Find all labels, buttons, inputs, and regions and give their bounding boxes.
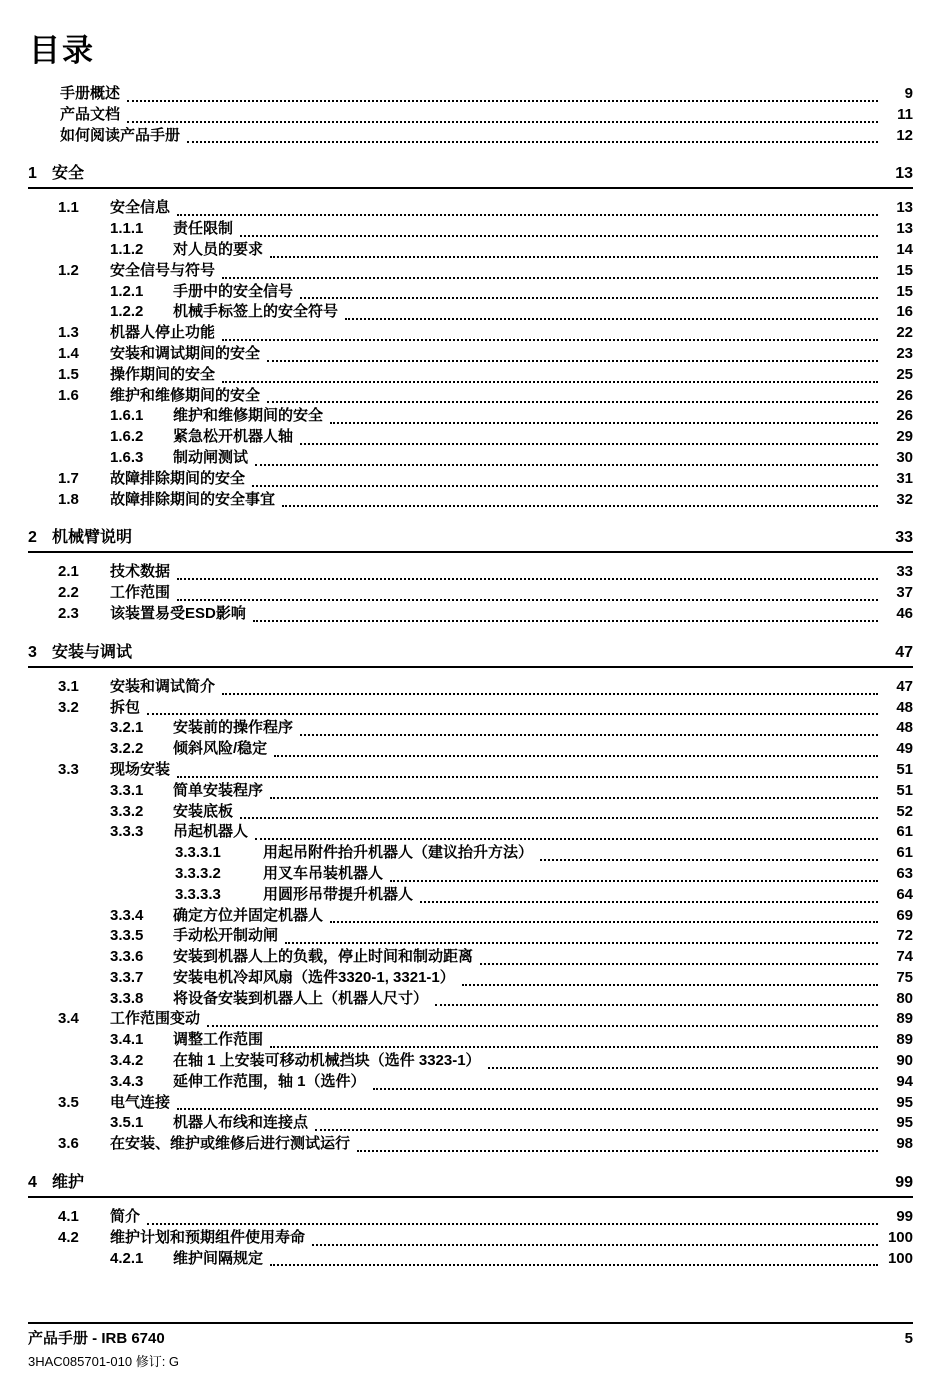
chapter-entries: [28, 1198, 913, 1269]
entry-title: 吊起机器人: [173, 823, 249, 841]
entry-number: 4.2.1: [110, 1249, 144, 1267]
entry-number: 3.2.2: [110, 740, 144, 758]
entry-page-number: 61: [896, 823, 913, 841]
dotted-leader: [177, 585, 878, 601]
dotted-leader: [177, 1094, 878, 1110]
entry-page-number: 37: [896, 584, 913, 602]
dotted-leader: [300, 720, 878, 736]
dotted-leader: [240, 803, 878, 819]
toc-entry: [28, 843, 913, 864]
chapter-page-number: 47: [895, 643, 913, 661]
toc-entry: [28, 1113, 913, 1134]
entry-page-number: 11: [897, 105, 913, 123]
entry-page-number: 51: [896, 781, 913, 799]
chapter-page-number: 33: [895, 529, 913, 547]
chapter-page-number: 99: [895, 1174, 913, 1192]
footer-doc-title: 产品手册 - IRB 6740: [28, 1330, 165, 1347]
entry-number: 3.4.3: [110, 1072, 144, 1090]
toc-entry: [28, 1249, 913, 1270]
entry-title: 操作期间的安全: [110, 365, 216, 383]
dotted-leader: [147, 1209, 878, 1225]
entry-number: 3.3.3.1: [175, 844, 221, 862]
page-footer: [28, 1322, 913, 1371]
entry-page-number: 98: [896, 1135, 913, 1153]
footer-page-number: 5: [904, 1330, 913, 1347]
entry-page-number: 72: [896, 927, 913, 945]
entry-title: 机械手标签上的安全符号: [173, 303, 339, 321]
entry-title: 在安装、维护或维修后进行测试运行: [110, 1135, 351, 1153]
entry-number: 1.3: [58, 324, 79, 342]
entry-number: 3.2.1: [110, 719, 144, 737]
toc-content: [0, 34, 932, 1269]
toc-entry: [28, 698, 913, 719]
toc-entry: [28, 739, 913, 760]
front-matter-list: [28, 84, 913, 146]
dotted-leader: [488, 1053, 878, 1069]
dotted-leader: [300, 283, 878, 299]
entry-title: 故障排除期间的安全事宜: [110, 490, 276, 508]
entry-page-number: 13: [896, 220, 913, 238]
entry-page-number: 90: [896, 1052, 913, 1070]
toc-entry: [28, 105, 913, 126]
entry-number: 3.3.3.2: [175, 864, 221, 882]
entry-number: 1.6.2: [110, 428, 144, 446]
chapter-heading: [28, 642, 913, 668]
entry-page-number: 32: [896, 490, 913, 508]
dotted-leader: [177, 200, 878, 216]
toc-entry: [28, 219, 913, 240]
entry-title: 故障排除期间的安全: [110, 469, 246, 487]
dotted-leader: [270, 783, 878, 799]
entry-page-number: 95: [896, 1093, 913, 1111]
entry-page-number: 61: [896, 844, 913, 862]
entry-page-number: 31: [896, 469, 913, 487]
entry-title: 安装到机器人上的负载，停止时间和制动距离: [173, 948, 474, 966]
entry-title: 倾斜风险/稳定: [173, 740, 268, 758]
entry-number: 1.1.1: [110, 220, 144, 238]
dotted-leader: [330, 907, 878, 923]
page-title: 目录: [29, 33, 95, 68]
chapter-entries: [28, 553, 913, 624]
entry-page-number: 100: [887, 1249, 913, 1267]
toc-entry: [28, 1072, 913, 1093]
entry-title: 安全信号与符号: [110, 261, 216, 279]
toc-entry: [28, 1093, 913, 1114]
chapter-heading: [28, 527, 913, 553]
entry-title: 如何阅读产品手册: [60, 126, 181, 144]
entry-number: 1.4: [58, 344, 79, 362]
dotted-leader: [255, 824, 878, 840]
chapter-page-number: 13: [895, 165, 913, 183]
entry-number: 3.3.2: [110, 802, 144, 820]
toc-entry: [28, 386, 913, 407]
entry-number: 3.6: [58, 1135, 79, 1153]
chapter-heading: [28, 163, 913, 189]
entry-number: 1.7: [58, 469, 79, 487]
entry-number: 3.4.2: [110, 1052, 144, 1070]
toc-entry: [28, 926, 913, 947]
entry-page-number: 89: [896, 1010, 913, 1028]
dotted-leader: [177, 762, 878, 778]
entry-title: 对人员的要求: [173, 240, 264, 258]
entry-title: 现场安装: [110, 760, 171, 778]
entry-page-number: 16: [896, 303, 913, 321]
entry-page-number: 99: [896, 1208, 913, 1226]
entry-page-number: 9: [904, 85, 913, 102]
entry-title: 电气连接: [110, 1093, 171, 1111]
entry-title: 用圆形吊带提升机器人: [263, 885, 414, 903]
footer-row: [28, 1329, 913, 1348]
entry-title: 产品文档: [60, 105, 121, 123]
toc-entry: [28, 885, 913, 906]
entry-title: 安装和调试简介: [110, 677, 216, 695]
entry-number: 1.2.1: [110, 282, 144, 300]
dotted-leader: [420, 887, 878, 903]
dotted-leader: [357, 1136, 878, 1152]
dotted-leader: [222, 263, 878, 279]
entry-number: 2.2: [58, 584, 79, 602]
entry-title: 工作范围变动: [110, 1010, 201, 1028]
entry-number: 3.3.3.3: [175, 885, 221, 903]
chapter-list: [28, 163, 913, 1269]
entry-number: 1.1: [58, 199, 79, 217]
entry-page-number: 15: [896, 261, 913, 279]
chapter-title: 机械臂说明: [52, 529, 133, 547]
toc-entry: [28, 427, 913, 448]
toc-entry: [28, 822, 913, 843]
dotted-leader: [255, 450, 878, 466]
entry-title: 安装电机冷却风扇（选件3320-1, 3321-1）: [173, 968, 455, 986]
entry-title: 维护计划和预期组件使用寿命: [110, 1228, 306, 1246]
chapter-number: 3: [28, 643, 37, 661]
entry-page-number: 47: [896, 677, 913, 695]
dotted-leader: [312, 1230, 878, 1246]
dotted-leader: [373, 1074, 878, 1090]
chapter-entries: [28, 189, 913, 510]
entry-title: 手册概述: [60, 85, 121, 102]
entry-number: 1.6.3: [110, 448, 144, 466]
toc-entry: [28, 1134, 913, 1155]
entry-page-number: 100: [887, 1228, 913, 1246]
entry-page-number: 22: [896, 324, 913, 342]
entry-page-number: 12: [896, 126, 913, 144]
footer-doc-id: 3HAC085701-010 修订: G: [28, 1354, 180, 1369]
toc-entry: [28, 282, 913, 303]
entry-number: 3.4: [58, 1010, 79, 1028]
entry-title: 机器人布线和连接点: [173, 1114, 309, 1132]
entry-title: 简单安装程序: [173, 781, 264, 799]
entry-page-number: 26: [896, 386, 913, 404]
dotted-leader: [267, 346, 878, 362]
toc-entry: [28, 604, 913, 625]
entry-title: 维护和维修期间的安全: [110, 386, 261, 404]
entry-page-number: 51: [896, 760, 913, 778]
entry-title: 确定方位并固定机器人: [173, 906, 324, 924]
entry-number: 2.1: [58, 563, 79, 581]
entry-page-number: 13: [896, 199, 913, 217]
entry-title: 维护间隔规定: [173, 1249, 264, 1267]
chapter-title: 安装与调试: [52, 643, 133, 661]
chapter-number: 2: [28, 529, 37, 547]
entry-number: 3.5: [58, 1093, 79, 1111]
entry-page-number: 52: [896, 802, 913, 820]
entry-number: 3.2: [58, 698, 79, 716]
entry-page-number: 14: [896, 240, 913, 258]
entry-title: 责任限制: [173, 220, 234, 238]
toc-entry: [28, 1228, 913, 1249]
entry-number: 3.3: [58, 760, 79, 778]
dotted-leader: [315, 1115, 878, 1131]
entry-title: 手册中的安全信号: [173, 282, 294, 300]
entry-number: 2.3: [58, 604, 79, 622]
toc-entry: [28, 760, 913, 781]
entry-title: 用叉车吊装机器人: [263, 864, 384, 882]
chapter-block: [28, 527, 913, 624]
entry-number: 3.1: [58, 677, 79, 695]
chapter-title: 维护: [52, 1174, 85, 1192]
toc-entry: [28, 562, 913, 583]
toc-entry: [28, 84, 913, 105]
entry-page-number: 94: [896, 1072, 913, 1090]
toc-entry: [28, 718, 913, 739]
dotted-leader: [187, 127, 878, 143]
dotted-leader: [285, 928, 878, 944]
dotted-leader: [253, 606, 878, 622]
chapter-block: [28, 1172, 913, 1269]
entry-page-number: 33: [896, 563, 913, 581]
entry-number: 3.3.4: [110, 906, 144, 924]
entry-page-number: 26: [896, 407, 913, 425]
entry-number: 3.3.8: [110, 989, 144, 1007]
dotted-leader: [267, 387, 878, 403]
entry-title: 技术数据: [110, 563, 171, 581]
dotted-leader: [282, 491, 878, 507]
dotted-leader: [540, 845, 878, 861]
entry-title: 拆包: [110, 698, 141, 716]
entry-title: 简介: [110, 1208, 141, 1226]
dotted-leader: [207, 1011, 878, 1027]
entry-title: 工作范围: [110, 584, 171, 602]
toc-entry: [28, 864, 913, 885]
toc-entry: [28, 583, 913, 604]
toc-entry: [28, 302, 913, 323]
entry-title: 机器人停止功能: [110, 324, 216, 342]
dotted-leader: [330, 408, 878, 424]
entry-title: 紧急松开机器人轴: [173, 428, 294, 446]
entry-page-number: 46: [896, 604, 913, 622]
entry-number: 4.2: [58, 1228, 79, 1246]
entry-page-number: 89: [896, 1031, 913, 1049]
entry-number: 1.5: [58, 365, 79, 383]
entry-page-number: 48: [896, 698, 913, 716]
entry-number: 3.3.5: [110, 927, 144, 945]
dotted-leader: [222, 367, 878, 383]
dotted-leader: [480, 949, 878, 965]
toc-entry: [28, 490, 913, 511]
entry-title: 安装和调试期间的安全: [110, 344, 261, 362]
entry-page-number: 29: [896, 428, 913, 446]
entry-number: 3.4.1: [110, 1031, 144, 1049]
entry-number: 1.6: [58, 386, 79, 404]
chapter-block: [28, 642, 913, 1155]
toc-entry: [28, 469, 913, 490]
toc-entry: [28, 968, 913, 989]
chapter-heading: [28, 1172, 913, 1198]
toc-entry: [28, 1051, 913, 1072]
toc-entry: [28, 947, 913, 968]
dotted-leader: [270, 242, 878, 258]
entry-title: 制动闸测试: [173, 448, 249, 466]
entry-title: 安全信息: [110, 199, 171, 217]
entry-page-number: 23: [896, 344, 913, 362]
toc-entry: [28, 989, 913, 1010]
entry-title: 将设备安装到机器人上（机器人尺寸）: [173, 989, 429, 1007]
entry-title: 安装前的操作程序: [173, 719, 294, 737]
entry-title: 该装置易受ESD影响: [110, 604, 246, 622]
dotted-leader: [127, 107, 878, 123]
entry-page-number: 25: [896, 365, 913, 383]
entry-number: 3.3.7: [110, 968, 144, 986]
dotted-leader: [435, 990, 878, 1006]
entry-title: 延伸工作范围，轴 1（选件）: [173, 1072, 366, 1090]
entry-number: 1.2.2: [110, 303, 144, 321]
dotted-leader: [147, 699, 878, 715]
toc-entry: [28, 406, 913, 427]
dotted-leader: [240, 221, 878, 237]
entry-title: 维护和维修期间的安全: [173, 407, 324, 425]
toc-entry: [28, 906, 913, 927]
entry-page-number: 74: [896, 948, 913, 966]
chapter-block: [28, 163, 913, 510]
entry-number: 4.1: [58, 1208, 79, 1226]
entry-number: 1.1.2: [110, 240, 144, 258]
entry-page-number: 49: [896, 740, 913, 758]
dotted-leader: [270, 1250, 878, 1266]
chapter-number: 4: [28, 1174, 37, 1192]
dotted-leader: [222, 325, 878, 341]
toc-entry: [28, 1009, 913, 1030]
toc-entry: [28, 802, 913, 823]
dotted-leader: [127, 86, 878, 102]
toc-entry: [28, 1030, 913, 1051]
entry-page-number: 64: [896, 885, 913, 903]
toc-entry: [28, 126, 913, 147]
dotted-leader: [222, 679, 878, 695]
toc-entry: [28, 448, 913, 469]
entry-number: 1.8: [58, 490, 79, 508]
toc-entry: [28, 677, 913, 698]
dotted-leader: [300, 429, 878, 445]
entry-title: 安装底板: [173, 802, 234, 820]
entry-number: 3.3.3: [110, 823, 144, 841]
entry-title: 在轴 1 上安装可移动机械挡块（选件 3323-1）: [173, 1052, 481, 1070]
toc-entry: [28, 1207, 913, 1228]
entry-page-number: 95: [896, 1114, 913, 1132]
toc-entry: [28, 781, 913, 802]
entry-page-number: 69: [896, 906, 913, 924]
entry-page-number: 48: [896, 719, 913, 737]
entry-title: 手动松开制动闸: [173, 927, 279, 945]
entry-page-number: 30: [896, 448, 913, 466]
toc-entry: [28, 198, 913, 219]
entry-number: 1.2: [58, 261, 79, 279]
dotted-leader: [390, 866, 878, 882]
dotted-leader: [270, 1032, 878, 1048]
dotted-leader: [252, 471, 878, 487]
dotted-leader: [177, 564, 878, 580]
entry-page-number: 15: [896, 282, 913, 300]
entry-title: 用起吊附件抬升机器人（建议抬升方法）: [263, 844, 534, 862]
entry-page-number: 63: [896, 864, 913, 882]
toc-entry: [28, 365, 913, 386]
entry-title: 调整工作范围: [173, 1031, 264, 1049]
toc-entry: [28, 240, 913, 261]
dotted-leader: [462, 970, 878, 986]
toc-entry: [28, 261, 913, 282]
chapter-number: 1: [28, 165, 37, 183]
toc-entry: [28, 323, 913, 344]
chapter-title: 安全: [52, 165, 85, 183]
toc-entry: [28, 344, 913, 365]
entry-page-number: 80: [896, 989, 913, 1007]
entry-number: 3.3.1: [110, 781, 144, 799]
chapter-entries: [28, 668, 913, 1155]
entry-page-number: 75: [896, 968, 913, 986]
dotted-leader: [345, 304, 878, 320]
dotted-leader: [274, 741, 878, 757]
entry-number: 1.6.1: [110, 407, 144, 425]
entry-number: 3.3.6: [110, 948, 144, 966]
entry-number: 3.5.1: [110, 1114, 144, 1132]
